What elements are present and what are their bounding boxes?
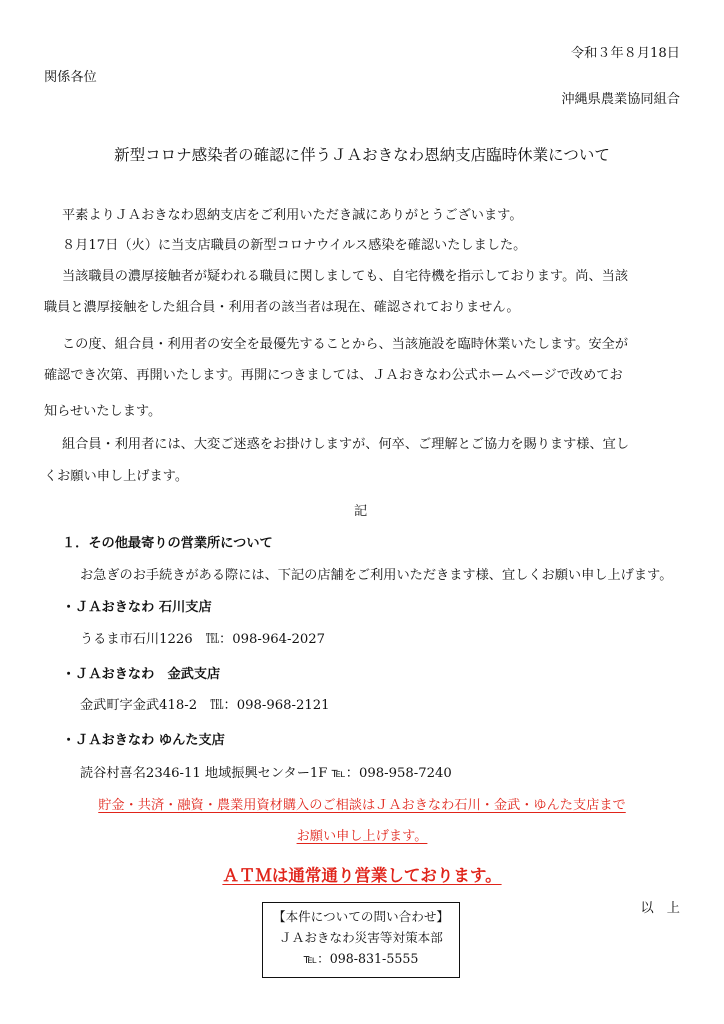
body-line-4: 職員と濃厚接触をした組合員・利用者の該当者は現在、確認されておりません。 [44, 300, 520, 315]
contact-tel: ℡：098-831-5555 [303, 951, 419, 966]
ki-marker: 記 [354, 504, 368, 519]
body-line-8: 組合員・利用者には、大変ご迷惑をお掛けしますが、何卒、ご理解とご協力を賜ります様、宜し [62, 437, 630, 452]
branch-name-ishikawa: ・ＪＡおきなわ 石川支店 [62, 600, 212, 615]
branch-address-kin: 金武町字金武418-2 ℡：098-968-2121 [80, 698, 330, 713]
branch-name-yunta: ・ＪＡおきなわ ゆんた支店 [62, 733, 225, 748]
sender-organization: 沖縄県農業協同組合 [561, 92, 680, 107]
contact-box [262, 902, 460, 978]
body-line-7: 知らせいたします。 [44, 404, 162, 419]
body-line-2: ８月17日（火）に当支店職員の新型コロナウイルス感染を確認いたしました。 [62, 238, 527, 253]
consultation-notice-line-1: 貯金・共済・融資・農業用資材購入のご相談はＪＡおきなわ石川・金武・ゆんた支店まで [98, 798, 626, 813]
document-date: 令和３年８月18日 [570, 46, 680, 61]
body-line-5: この度、組合員・利用者の安全を最優先することから、当該施設を臨時休業いたします。安全が [62, 337, 629, 352]
contact-heading: 【本件についての問い合わせ】 [272, 909, 450, 924]
atm-notice: ＡＴＭは通常通り営業しております。 [222, 866, 502, 885]
branch-address-yunta: 読谷村喜名2346-11 地域振興センター1F ℡：098-958-7240 [80, 766, 452, 781]
document-title: 新型コロナ感染者の確認に伴うＪＡおきなわ恩納支店臨時休業について [114, 146, 610, 164]
body-line-9: くお願い申し上げます。 [44, 469, 189, 484]
section-heading: １．その他最寄りの営業所について [62, 536, 273, 551]
body-line-6: 確認でき次第、再開いたします。再開につきましては、ＪＡおきなわ公式ホームページで改めてお [44, 368, 623, 383]
consultation-notice-line-2: お願い申し上げます。 [296, 829, 428, 844]
branch-name-kin: ・ＪＡおきなわ 金武支店 [62, 667, 221, 682]
body-line-3: 当該職員の濃厚接触者が疑われる職員に関しましても、自宅待機を指示しております。尚、当該 [62, 269, 629, 284]
recipient-label: 関係各位 [44, 70, 97, 85]
contact-department: ＪＡおきなわ災害等対策本部 [279, 930, 443, 945]
section-intro: お急ぎのお手続きがある際には、下記の店舗をご利用いただきます様、宜しくお願い申し上げます。 [80, 568, 673, 583]
body-line-1: 平素よりＪＡおきなわ恩納支店をご利用いただき誠にありがとうございます。 [62, 208, 523, 223]
branch-address-ishikawa: うるま市石川1226 ℡：098-964-2027 [80, 632, 326, 647]
closing-ijo: 以 上 [640, 901, 680, 916]
